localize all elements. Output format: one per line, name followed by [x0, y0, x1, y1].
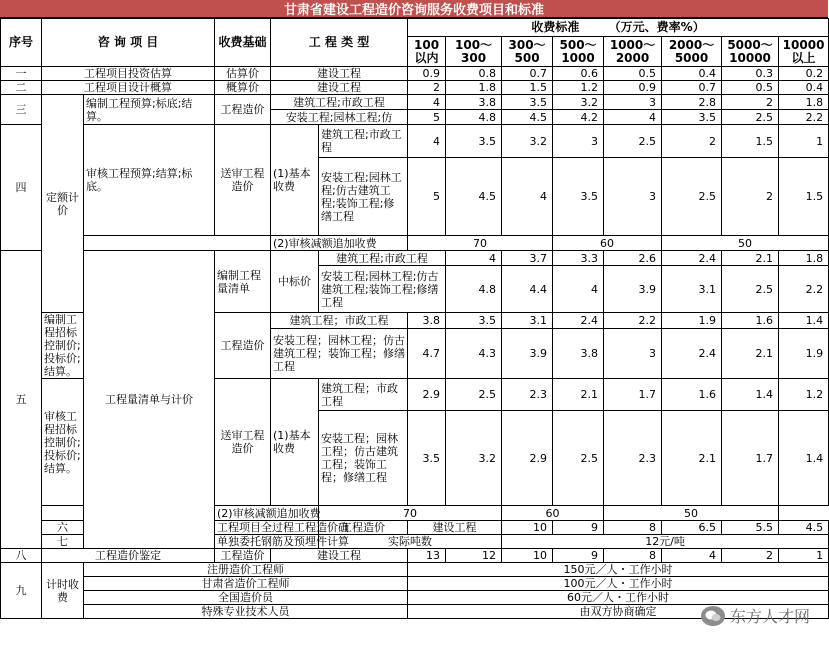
rate-cell: 2.1	[662, 411, 722, 506]
rate-cell: 4.8	[446, 266, 502, 313]
rate-cell: 2.4	[553, 313, 604, 329]
sheet-title: 甘肃省建设工程造价咨询服务收费项目和标准	[0, 0, 828, 18]
row-type: 安装工程;园林工程;仿古建筑工程;装饰工程;修缮工程	[319, 158, 408, 236]
row-type: 建设工程	[271, 81, 408, 95]
rate-cell: 2.5	[722, 266, 779, 313]
range-header: 1000～2000	[604, 37, 662, 67]
rate-cell: 10	[502, 549, 553, 563]
rate-cell: 0.8	[446, 67, 502, 81]
rate-cell: 5	[408, 110, 446, 125]
rate-cell: 3.5	[446, 313, 502, 329]
row-item: 工程项目投资估算	[42, 67, 215, 81]
row-item: 审核工程招标控制价;投标价;结算。	[42, 379, 84, 506]
row-type: 安装工程;园林工程;仿	[271, 110, 408, 125]
rate-cell: 3.2	[446, 411, 502, 506]
rate-cell: 4.5	[446, 158, 502, 236]
rate-cell: 1.9	[779, 328, 829, 378]
role-cell: 特殊专业技术人员	[84, 605, 408, 619]
range-header: 2000～5000	[662, 37, 722, 67]
row-type: 安装工程；园林工程；仿古建筑工程；装饰工程；修缮工程	[271, 328, 408, 378]
table-row	[1, 506, 829, 521]
table-row	[1, 67, 829, 81]
rate-cell: 1.9	[662, 313, 722, 329]
rate-cell: 0.3	[722, 67, 779, 81]
blank-cell	[42, 506, 215, 521]
rate-cell: 4	[553, 266, 604, 313]
rate-cell: 2.5	[446, 379, 502, 411]
header-row	[1, 19, 829, 37]
rate-cell: 0.4	[662, 67, 722, 81]
row-item: 工程造价鉴定	[42, 549, 215, 563]
header-seq: 序号	[1, 19, 42, 67]
range-header: 10000以上	[779, 37, 829, 67]
row-type: 建设工程	[271, 67, 408, 81]
rate-cell: 1.5	[779, 158, 829, 236]
rate-cell: 3.9	[604, 266, 662, 313]
rate-cell: 3.5	[408, 411, 446, 506]
hourly-rate-cell: 60元／人・工作小时	[408, 591, 829, 605]
rate-cell: 3.5	[662, 110, 722, 125]
rate-cell: 1.4	[779, 313, 829, 329]
header-standard-label: 收费标准	[531, 20, 580, 34]
group-label: 计时收费	[42, 563, 84, 619]
rate-cell: 0.2	[779, 67, 829, 81]
rate-cell: 1.7	[604, 379, 662, 411]
rate-cell: 4.4	[502, 266, 553, 313]
watermark-text: 东方人才网	[729, 607, 810, 626]
group-label: 工程量清单与计价	[84, 251, 215, 549]
rate-cell: 4.5	[502, 110, 553, 125]
row-seq: 四	[1, 125, 42, 251]
header-unit: （万元、费率%）	[608, 20, 705, 34]
table-row	[1, 577, 829, 591]
header-basis: 收费基础	[215, 19, 271, 67]
row-type: 建筑工程;市政工程	[271, 95, 408, 110]
rate-cell: 3	[604, 158, 662, 236]
rate-cell: 3	[604, 95, 662, 110]
extra-fee-cell: 70	[319, 506, 502, 521]
range-header: 500～1000	[553, 37, 604, 67]
rate-cell: 2.9	[408, 379, 446, 411]
rate-cell: 4.2	[553, 110, 604, 125]
row-item: 单独委托钢筋及预埋件计算	[215, 535, 319, 549]
rate-cell: 0.7	[662, 81, 722, 95]
rate-cell: 2.6	[604, 251, 662, 266]
rate-cell: 4.7	[408, 328, 446, 378]
rate-cell: 12	[446, 549, 502, 563]
rate-cell: 3.5	[502, 95, 553, 110]
rate-cell: 3.8	[553, 328, 604, 378]
rate-cell: 3.5	[553, 158, 604, 236]
table-row	[1, 563, 829, 577]
row-item: 工程项目全过程工程造价确	[215, 521, 319, 535]
table-row	[1, 125, 829, 158]
range-header: 100以内	[408, 37, 446, 67]
row-seq: 二	[1, 81, 42, 95]
rate-cell: 1.8	[779, 95, 829, 110]
rate-cell: 2.5	[722, 110, 779, 125]
range-header: 300～500	[502, 37, 553, 67]
table-row	[1, 605, 829, 619]
table-row	[1, 95, 829, 110]
row-seq: 五	[1, 251, 42, 549]
rate-cell: 4.8	[446, 110, 502, 125]
row-basis: 工程造价	[215, 95, 271, 125]
rate-cell: 8	[604, 521, 662, 535]
rate-cell: 4	[604, 110, 662, 125]
rate-cell: 5.5	[722, 521, 779, 535]
header-item: 咨 询 项 目	[42, 19, 215, 67]
rate-cell: 3.2	[553, 95, 604, 110]
row-type: 实际吨数	[319, 535, 502, 549]
extra-fee-cell: 60	[553, 236, 662, 251]
rate-cell: 8	[604, 549, 662, 563]
row-basis: 中标价	[271, 251, 319, 313]
row-item: 工程项目设计概算	[42, 81, 215, 95]
rate-cell: 2.3	[502, 379, 553, 411]
row-type: 建筑工程;市政工程	[319, 251, 446, 266]
rate-cell: 3.1	[662, 266, 722, 313]
rate-cell: 0.9	[408, 67, 446, 81]
row-seq: 七	[42, 535, 84, 549]
rate-cell: 1.6	[722, 313, 779, 329]
rate-cell: 1.7	[722, 411, 779, 506]
rate-cell: 2.4	[662, 328, 722, 378]
rate-cell: 4	[408, 95, 446, 110]
row-basis: 工程造价	[215, 313, 271, 379]
rate-cell: 2.2	[779, 266, 829, 313]
rate-cell: 1.6	[662, 379, 722, 411]
rate-cell: 13	[408, 549, 446, 563]
rate-cell: 2	[722, 158, 779, 236]
row-type: (2)审核减额追加收费	[215, 506, 319, 521]
rate-cell: 2.5	[553, 411, 604, 506]
rate-cell: 3.2	[502, 125, 553, 158]
row-type: 安装工程；园林工程；仿古建筑工程；装饰工程；修缮工程	[319, 411, 408, 506]
rate-cell: 3.3	[553, 251, 604, 266]
row-item: 编制工程招标控制价;投标价;结算。	[42, 313, 84, 379]
rate-cell: 3.9	[502, 328, 553, 378]
row-basis: 估算价	[215, 67, 271, 81]
rate-cell: 2	[722, 95, 779, 110]
role-cell: 甘肃省造价工程师	[84, 577, 408, 591]
rate-cell: 1.2	[779, 379, 829, 411]
rate-cell: 0.5	[604, 67, 662, 81]
rate-cell: 12元/吨	[502, 535, 829, 549]
row-basis: 送审工程造价	[215, 379, 271, 506]
row-seq: 三	[1, 95, 42, 125]
rate-cell: 2	[722, 549, 779, 563]
rate-cell: 3.7	[502, 251, 553, 266]
rate-cell: 2.9	[502, 411, 553, 506]
table-row	[1, 591, 829, 605]
row-seq: 八	[1, 549, 42, 563]
hourly-rate-cell: 由双方协商确定	[408, 605, 829, 619]
rate-cell: 2.1	[722, 251, 779, 266]
rate-cell: 1.2	[553, 81, 604, 95]
rate-cell: 0.4	[779, 81, 829, 95]
rate-cell: 2.1	[553, 379, 604, 411]
rate-cell: 2.8	[662, 95, 722, 110]
fee-table	[0, 18, 829, 619]
rate-cell: 4	[502, 158, 553, 236]
rate-cell: 2	[408, 81, 446, 95]
hourly-rate-cell: 100元／人・工作小时	[408, 577, 829, 591]
rate-cell: 3	[604, 328, 662, 378]
rate-cell: 3.8	[446, 95, 502, 110]
rate-cell: 1.5	[502, 81, 553, 95]
row-type: 建设工程	[271, 549, 408, 563]
rate-cell: 2.3	[604, 411, 662, 506]
hourly-rate-cell: 150元／人・工作小时	[408, 563, 829, 577]
row-item: 审核工程预算;结算;标底。	[84, 125, 215, 236]
range-header: 100～300	[446, 37, 502, 67]
row-basis: 概算价	[215, 81, 271, 95]
rate-cell: 0.7	[502, 67, 553, 81]
rate-cell: 1	[779, 125, 829, 158]
row-seq: 九	[1, 563, 42, 619]
header-standard	[408, 19, 829, 37]
rate-cell: 3	[553, 125, 604, 158]
rate-cell: 10	[502, 521, 553, 535]
sub-label: (1)基本收费	[271, 379, 319, 506]
rate-cell: 2	[662, 125, 722, 158]
role-cell: 全国造价员	[84, 591, 408, 605]
header-type: 工 程 类 型	[271, 19, 408, 67]
rate-cell: 3.1	[502, 313, 553, 329]
rate-cell: 0.6	[553, 67, 604, 81]
extra-fee-cell: 70	[408, 236, 553, 251]
rate-cell: 9	[553, 521, 604, 535]
row-basis: 工程造价	[319, 521, 408, 535]
rate-cell: 0.9	[604, 81, 662, 95]
rate-cell: 2.5	[662, 158, 722, 236]
row-type: 建筑工程；市政工程	[319, 379, 408, 411]
rate-cell: 4	[446, 251, 502, 266]
row-item: 编制工程预算;标底;结算。	[84, 95, 215, 125]
table-row	[1, 81, 829, 95]
group-label: 定额计价	[42, 95, 84, 313]
extra-fee-cell: 50	[662, 236, 829, 251]
blank-cell	[84, 236, 271, 251]
row-type: 建设工程	[408, 521, 502, 535]
row-type: 安装工程;园林工程;仿古建筑工程;装饰工程;修缮工程	[319, 266, 446, 313]
row-seq: 六	[42, 521, 84, 535]
rate-cell: 2.1	[722, 328, 779, 378]
extra-fee-cell: 60	[502, 506, 604, 521]
rate-cell: 1.5	[722, 125, 779, 158]
rate-cell: 2.5	[604, 125, 662, 158]
row-basis: 送审工程造价	[215, 125, 271, 236]
range-header: 5000～10000	[722, 37, 779, 67]
table-row	[1, 549, 829, 563]
row-basis: 工程造价	[215, 549, 271, 563]
rate-cell: 1	[779, 549, 829, 563]
rate-cell: 4.5	[779, 521, 829, 535]
rate-cell: 3.8	[408, 313, 446, 329]
rate-cell: 2.2	[604, 313, 662, 329]
rate-cell: 6.5	[662, 521, 722, 535]
role-cell: 注册造价工程师	[84, 563, 408, 577]
extra-fee-cell: 50	[604, 506, 779, 521]
rate-cell: 0.5	[722, 81, 779, 95]
row-type: (2)审核减额追加收费	[271, 236, 408, 251]
row-type: 建筑工程;市政工程	[319, 125, 408, 158]
table-row	[1, 251, 829, 266]
sub-label: (1)基本收费	[271, 125, 319, 236]
rate-cell: 5	[408, 158, 446, 236]
row-seq: 一	[1, 67, 42, 81]
rate-cell: 2.4	[662, 251, 722, 266]
rate-cell: 4	[662, 549, 722, 563]
rate-cell: 1.4	[722, 379, 779, 411]
row-item: 编制工程量清单	[215, 251, 271, 313]
rate-cell: 1.8	[446, 81, 502, 95]
rate-cell: 4	[408, 125, 446, 158]
rate-cell: 1.8	[779, 251, 829, 266]
row-type: 建筑工程；市政工程	[271, 313, 408, 329]
rate-cell: 3.5	[446, 125, 502, 158]
table-row	[1, 236, 829, 251]
rate-cell: 9	[553, 549, 604, 563]
rate-cell: 1.4	[779, 411, 829, 506]
rate-cell: 4.3	[446, 328, 502, 378]
rate-cell: 2.2	[779, 110, 829, 125]
